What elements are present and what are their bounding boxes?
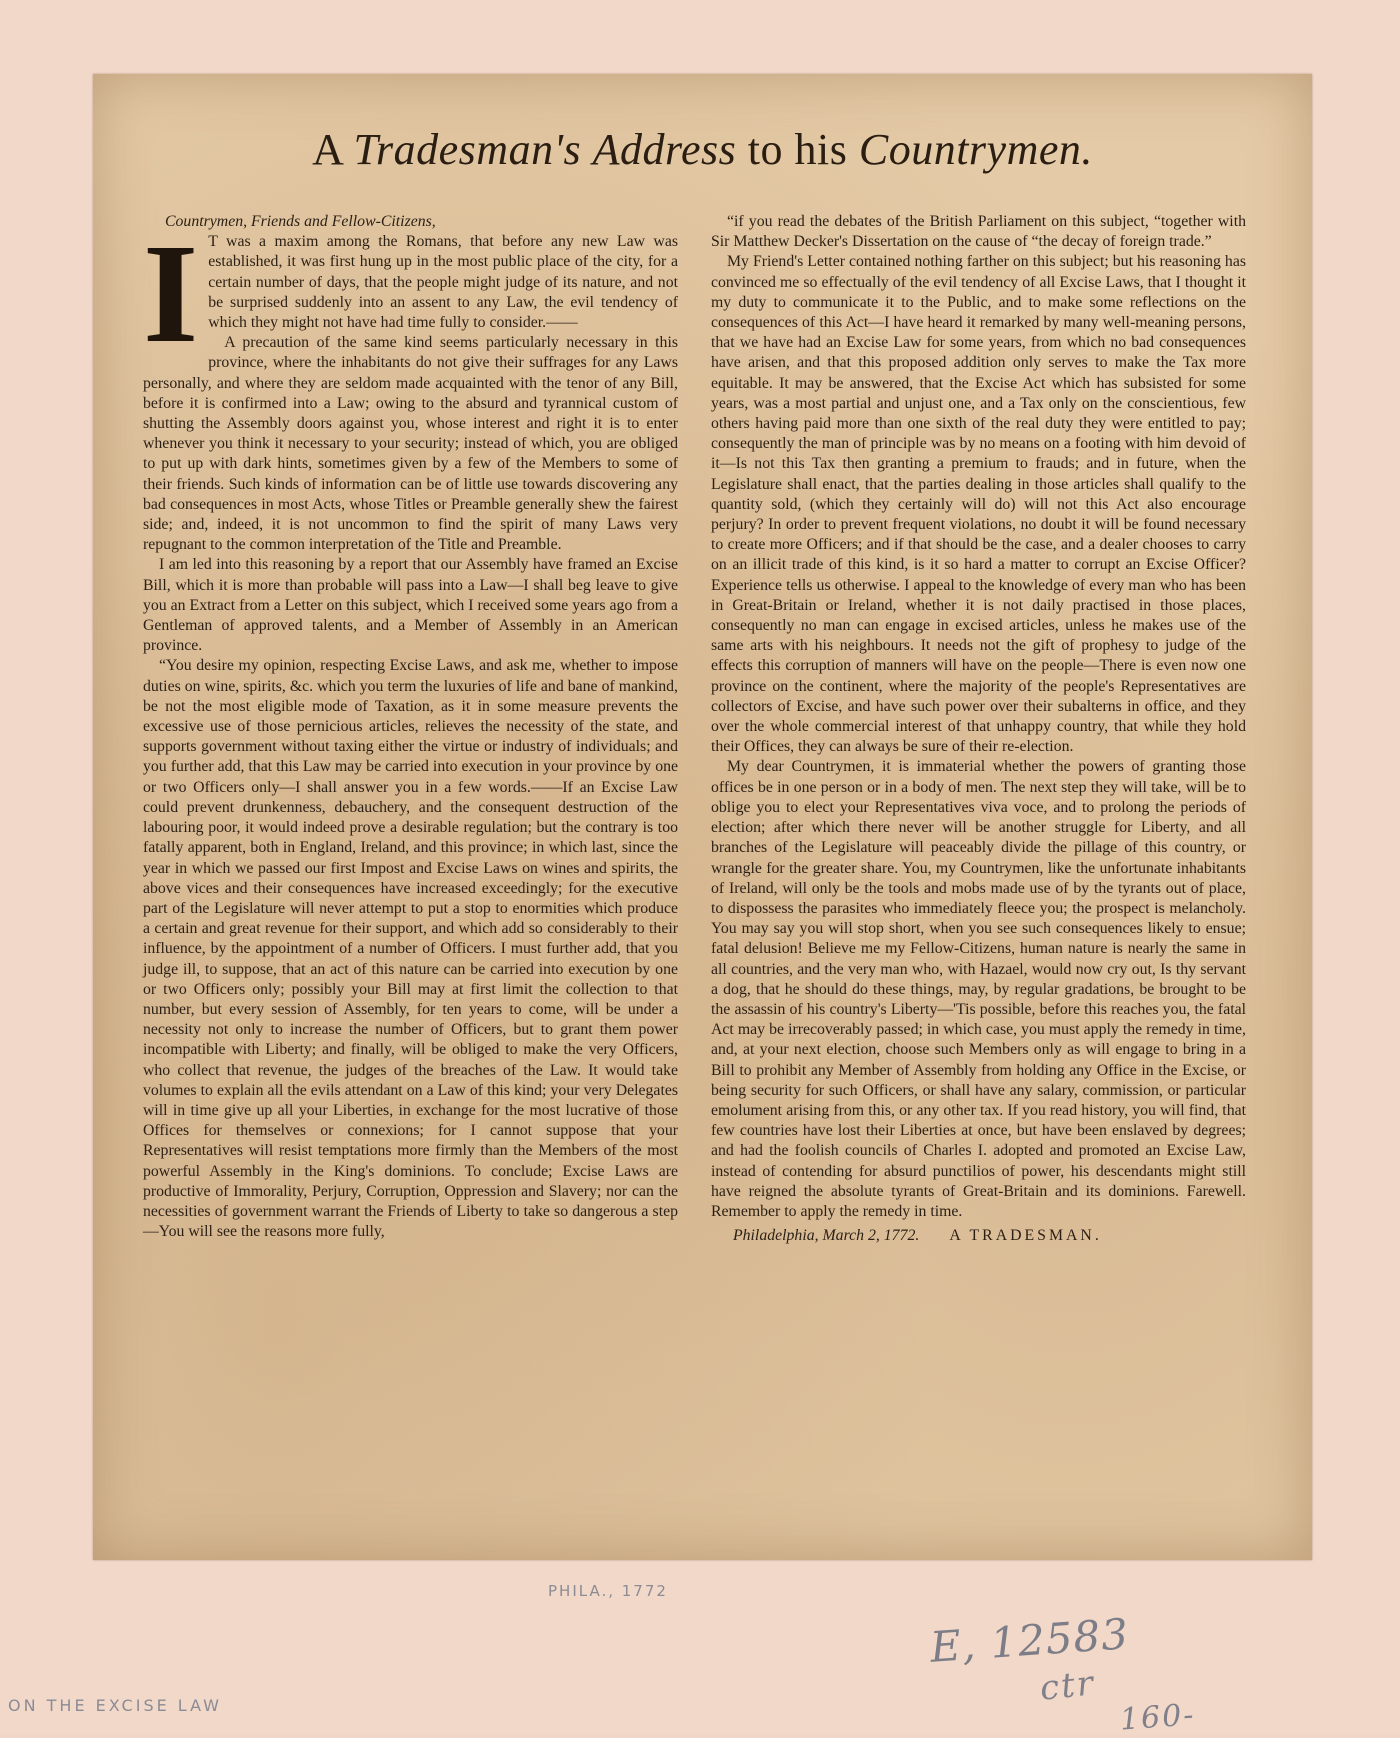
drop-cap: I [143, 214, 199, 373]
paragraph-dear-countrymen: My dear Countrymen, it is immaterial whether the powers of granting those offices be in one person or in a body of men. The next step they will take, will be to oblige you to elect your Representatives viva voce, and to prolong the periods of election; after which there never will be another struggle for Liberty, and all branches of the Legislature will peaceably divide the pillage of this country, or wrangle for the greater share. You, my Countrymen, like the unfortunate inhabitants of Ireland, will only be the tools and mobs made use of by the tyrants out of place, to dispossess the parasites who immediately fleece you; the prospect is melancholy. You may say you will stop short, when you see such consequences likely to ensue; fatal delusion! Believe me my Fellow-Citizens, human nature is nearly the same in all countries, and the very man who, with Hazael, would now cry out, Is thy servant a dog, that he should do these things, may, by regular gradations, be brought to be the assassin of his country's Liberty—'Tis possible, before this reaches you, the fatal Act may be irrecoverably passed; in which case, you must apply the remedy in time, and, at your next election, choose such Members only as will engage to bring in a Bill to prohibit any Member of Assembly from holding any Office in the Excise, or being security for such Officers, or shall have any salary, commission, or particular emolument arising from this, or any other tax. If you read history, you will find, that few countries have lost their Liberties at once, but have been enslaved by degrees; and had the foolish councils of Charles I. adopted and promoted an Excise Law, instead of contending for absurd punctilios of power, his descendants might still have reigned the absolute tyrants of Great-Britain and its dominions. Farewell. Remember to apply the remedy in time. [711, 758, 1246, 1220]
paragraph-friends-letter: My Friend's Letter contained nothing farther on this subject; but his reasoning has convinced me so effectually of the evil tendency of all Excise Laws, that I thought it my duty to communicate it to the Public, and to make some reflections on the consequences of this Act—I have heard it remarked by many well-meaning persons, that we have had an Excise Law for some years, from which no bad consequences have arisen, and that this proposed addition only serves to make the Tax more equitable. It may be answered, that the Excise Act which has subsisted for some years, was a most partial and unjust one, and a Tax only on the conscientious, few others having paid more than one sixth of the real duty they were entitled to pay; consequently the man of principle was by no means on a footing with him devoid of it—Is not this Tax then granting a premium to frauds; and in future, when the Legislature shall enact, that the parties dealing in those articles shall qualify to the quantity sold, (which they certainly will do) will not this Act also encourage perjury? In order to prevent frequent violations, no doubt it will be found necessary to create more Officers; and if that should be the case, and a dealer chooses to carry on an illicit trade of this kind, is it so hard a matter to corrupt an Excise Officer? Experience tells us otherwise. I appeal to the knowledge of every man who has been in Great-Britain or Ireland, whether it is not daily practised in those places, consequently no man can engage in excised articles, unless he makes use of the same arts with his neighbours. It needs not the gift of prophesy to judge of the effects this corruption of manners will have on the people—There is even now one province on the continent, where the majority of the people's Representatives are collectors of Excise, and have such power over their subalterns in office, and they over the whole commercial interest of that unhappy country, that while they hold their Offices, they can always be sure of their re-election. [711, 253, 1246, 756]
pencil-note-scribble: ctr [1038, 1663, 1097, 1709]
pencil-note-place-date: PHILA., 1772 [548, 1582, 668, 1600]
right-column [711, 212, 1246, 1246]
title-part-3 [581, 125, 593, 174]
salutation: Countrymen, Friends and Fellow-Citizens, [165, 213, 436, 230]
title-part-5: to his [736, 125, 859, 174]
signature: A TRADESMAN. [949, 1227, 1102, 1245]
signoff [711, 1226, 1246, 1246]
title-part-4: Address [592, 125, 737, 174]
paragraph-letter-continued: “if you read the debates of the British Parliament on this subject, “together with Sir Matthew Decker's Dissertation on the cause of “the decay of foreign trade.” [711, 213, 1246, 251]
pencil-note-subject: ON THE EXCISE LAW [8, 1696, 222, 1715]
paragraph-precaution: A precaution of the same kind seems particularly necessary in this province, where the inhabitants do not give their suffrages for any Laws personally, and where they are seldom made acquainted with the tenor of any Bill, before it is confirmed into a Law; owing to the absurd and tyrannical custom of shutting the Assembly doors against you, whose interest and right it is to enter whenever you think it necessary to your security; instead of which, you are obliged to put up with dark hints, sometimes given by a few of the Members to some of their friends. Such kinds of information can be of little use towards discovering any bad consequences in most Acts, whose Titles or Preamble generally shew the fairest side; and, indeed, it is not uncommon to find the spirit of many Laws very repugnant to the common interpretation of the Title and Preamble. [143, 334, 678, 554]
paragraph-letter-extract: “You desire my opinion, respecting Excise Laws, and ask me, whether to impose duties on wine, spirits, &c. which you term the luxuries of life and bane of mankind, be not the most eligible mode of Taxation, as it in some measure prevents the excessive use of those pernicious articles, relieves the necessity of the state, and supports government without taxing either the virtue or industry of individuals; and you further add, that this Law may be carried into execution in your province by one or two Officers only—I shall answer you in a few words.——If an Excise Law could prevent drunkenness, debauchery, and the consequent destruction of the labouring poor, it would indeed prove a desirable regulation; but the contrary is too fatally apparent, both in England, Ireland, and this province; in which last, since the year in which we passed our first Impost and Excise Laws on wines and spirits, the above vices and their consequences have increased exceedingly; for the executive part of the Legislature will never attempt to put a stop to enormities which produce a certain and great revenue for their support, and which add so considerably to their influence, by the appointment of a number of Officers. I must further add, that you judge ill, to suppose, that an act of this nature can be carried into execution by one or two Officers only; possibly your Bill may at first limit the collection to that number, but every session of Assembly, for ten years to come, will be under a necessity not only to increase the number of Officers, but to grant them power incompatible with Liberty; and finally, will be obliged to make the very Officers, who collect that revenue, the judges of the breaches of the Law. It would take volumes to explain all the evils attendant on a Law of this kind; your very Delegates will in time give up all your Liberties, in exchange for the most lucrative of those Offices for themselves or connexions; for I cannot suppose that your Representatives will resist temptations more firmly than the Members of the most powerful Assembly in the King's dominions. To conclude; Excise Laws are productive of Immorality, Perjury, Corruption, Oppression and Slavery; nor can the necessities of government warrant the Friends of Liberty to take so dangerous a step—You will see the reasons more fully, [143, 657, 678, 1241]
broadside-sheet [93, 74, 1312, 1560]
left-column [143, 212, 678, 1242]
title-part-6: Countrymen. [858, 125, 1093, 174]
title-part-1: A [312, 125, 354, 174]
title-part-2: Tradesman's [353, 125, 582, 174]
page-title [93, 124, 1312, 175]
pencil-note-catalog-number: E, 12583 [928, 1609, 1131, 1672]
opening-paragraph-text: T was a maxim among the Romans, that before any new Law was established, it was first hung up in the most public place of the city, for a certain number of days, that the people might judge of its nature, and not be surprised suddenly into an assent to any Law, the evil tendency of which they might not have had time fully to consider.—— [208, 233, 678, 332]
pencil-note-price: 160- [1118, 1697, 1197, 1738]
paragraph-report: I am led into this reasoning by a report that our Assembly have framed an Excise Bill, which it is more than probable will pass into a Law—I shall beg leave to give you an Extract from a Letter on this subject, which I received some years ago from a Gentleman of approved talents, and a Member of Assembly in an American province. [143, 556, 678, 655]
dateline: Philadelphia, March 2, 1772. [733, 1227, 920, 1245]
